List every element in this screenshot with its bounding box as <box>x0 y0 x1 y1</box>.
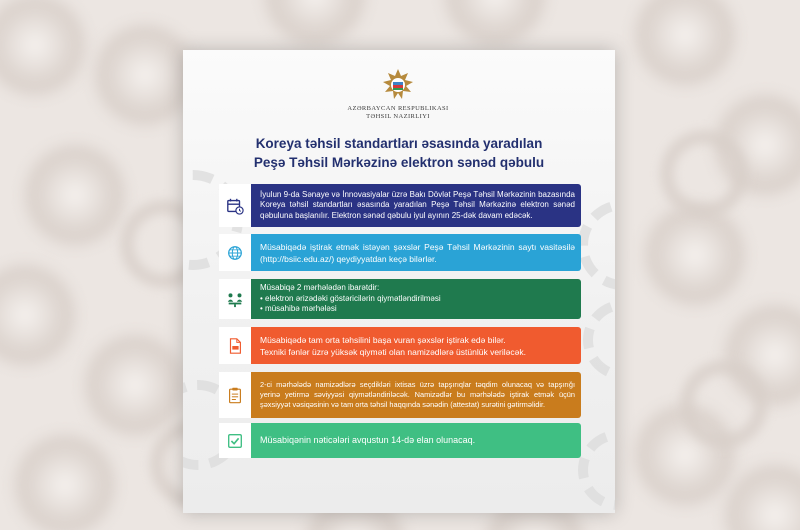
interview-icon <box>226 290 244 308</box>
checkbox-icon <box>226 432 244 450</box>
ministry-line-2: TƏHSIL NAZIRLIYI <box>366 113 430 120</box>
title-line-1: Koreya təhsil standartları əsasında yaradılan <box>255 136 543 151</box>
info-item-4 <box>219 327 581 364</box>
info-item-text-2: Texniki fənlər üzrə yüksək qiyməti olan namizədlərə üstünlük veriləcək. <box>260 346 526 357</box>
icon-box <box>219 184 251 227</box>
poster <box>183 50 615 513</box>
icon-box <box>219 327 251 364</box>
bullet-item: • elektron ərizədəki göstəricilərin qiymətləndirilməsi <box>260 293 441 303</box>
info-item-1 <box>219 184 581 227</box>
info-item-text: Müsabiqə 2 mərhələdən ibarətdir: <box>260 283 380 293</box>
calendar-icon <box>226 197 244 215</box>
clipboard-icon <box>226 386 244 404</box>
info-item-6 <box>219 423 581 458</box>
info-item-text: Müsabiqədə iştirak etmək istəyən şəxslər Peşə Təhsil Mərkəzinin saytı vasitəsilə (http://bsiic.edu.az/) qeydiyyatdan keçə bilərlər. <box>260 241 575 264</box>
info-item-text: Müsabiqənin nəticələri avqustun 14-də elan olunacaq. <box>260 435 476 446</box>
icon-box <box>219 423 251 458</box>
bullet-item: • müsahibə mərhələsi <box>260 304 337 314</box>
info-item-text: 2-ci mərhələdə namizədlərə seçdikləri ixtisas üzrə tapşırıqlar təqdim olunacaq və tapşırığı yerinə yetirmə səviyyəsi qiymətləndiriləcək. Namizədlər bu mərhələdə iştirak etmək üçün şəxsiyyət vəsiqəsinin və tam orta təhsil haqqında sənədin (attestat) surətini gətirməlidir. <box>260 380 575 409</box>
document-icon <box>226 337 244 355</box>
icon-box <box>219 279 251 319</box>
info-item-3 <box>219 279 581 319</box>
info-item-5 <box>219 372 581 418</box>
ministry-emblem-icon <box>381 68 415 102</box>
ministry-name <box>333 105 463 121</box>
ministry-line-1: AZƏRBAYCAN RESPUBLIKASI <box>347 105 449 112</box>
icon-box <box>219 372 251 418</box>
icon-box <box>219 234 251 271</box>
page-title <box>193 134 605 172</box>
info-item-text: Müsabiqədə tam orta təhsilini başa vuran şəxslər iştirak edə bilər. <box>260 334 506 345</box>
title-line-2: Peşə Təhsil Mərkəzinə elektron sənəd qəbulu <box>253 155 545 170</box>
info-item-2 <box>219 234 581 271</box>
globe-icon <box>226 244 244 262</box>
info-item-text: İyulun 9-da Sənaye və İnnovasiyalar üzrə Bakı Dövlət Peşə Təhsil Mərkəzinin bazasında Koreya təhsil standartları əsasında yaradılan Peşə Təhsil Mərkəzinə elektron sənəd qəbuluna başlanılır. Elektron sənəd qəbulu iyul ayının 25-dək davam edəcək. <box>260 189 575 220</box>
